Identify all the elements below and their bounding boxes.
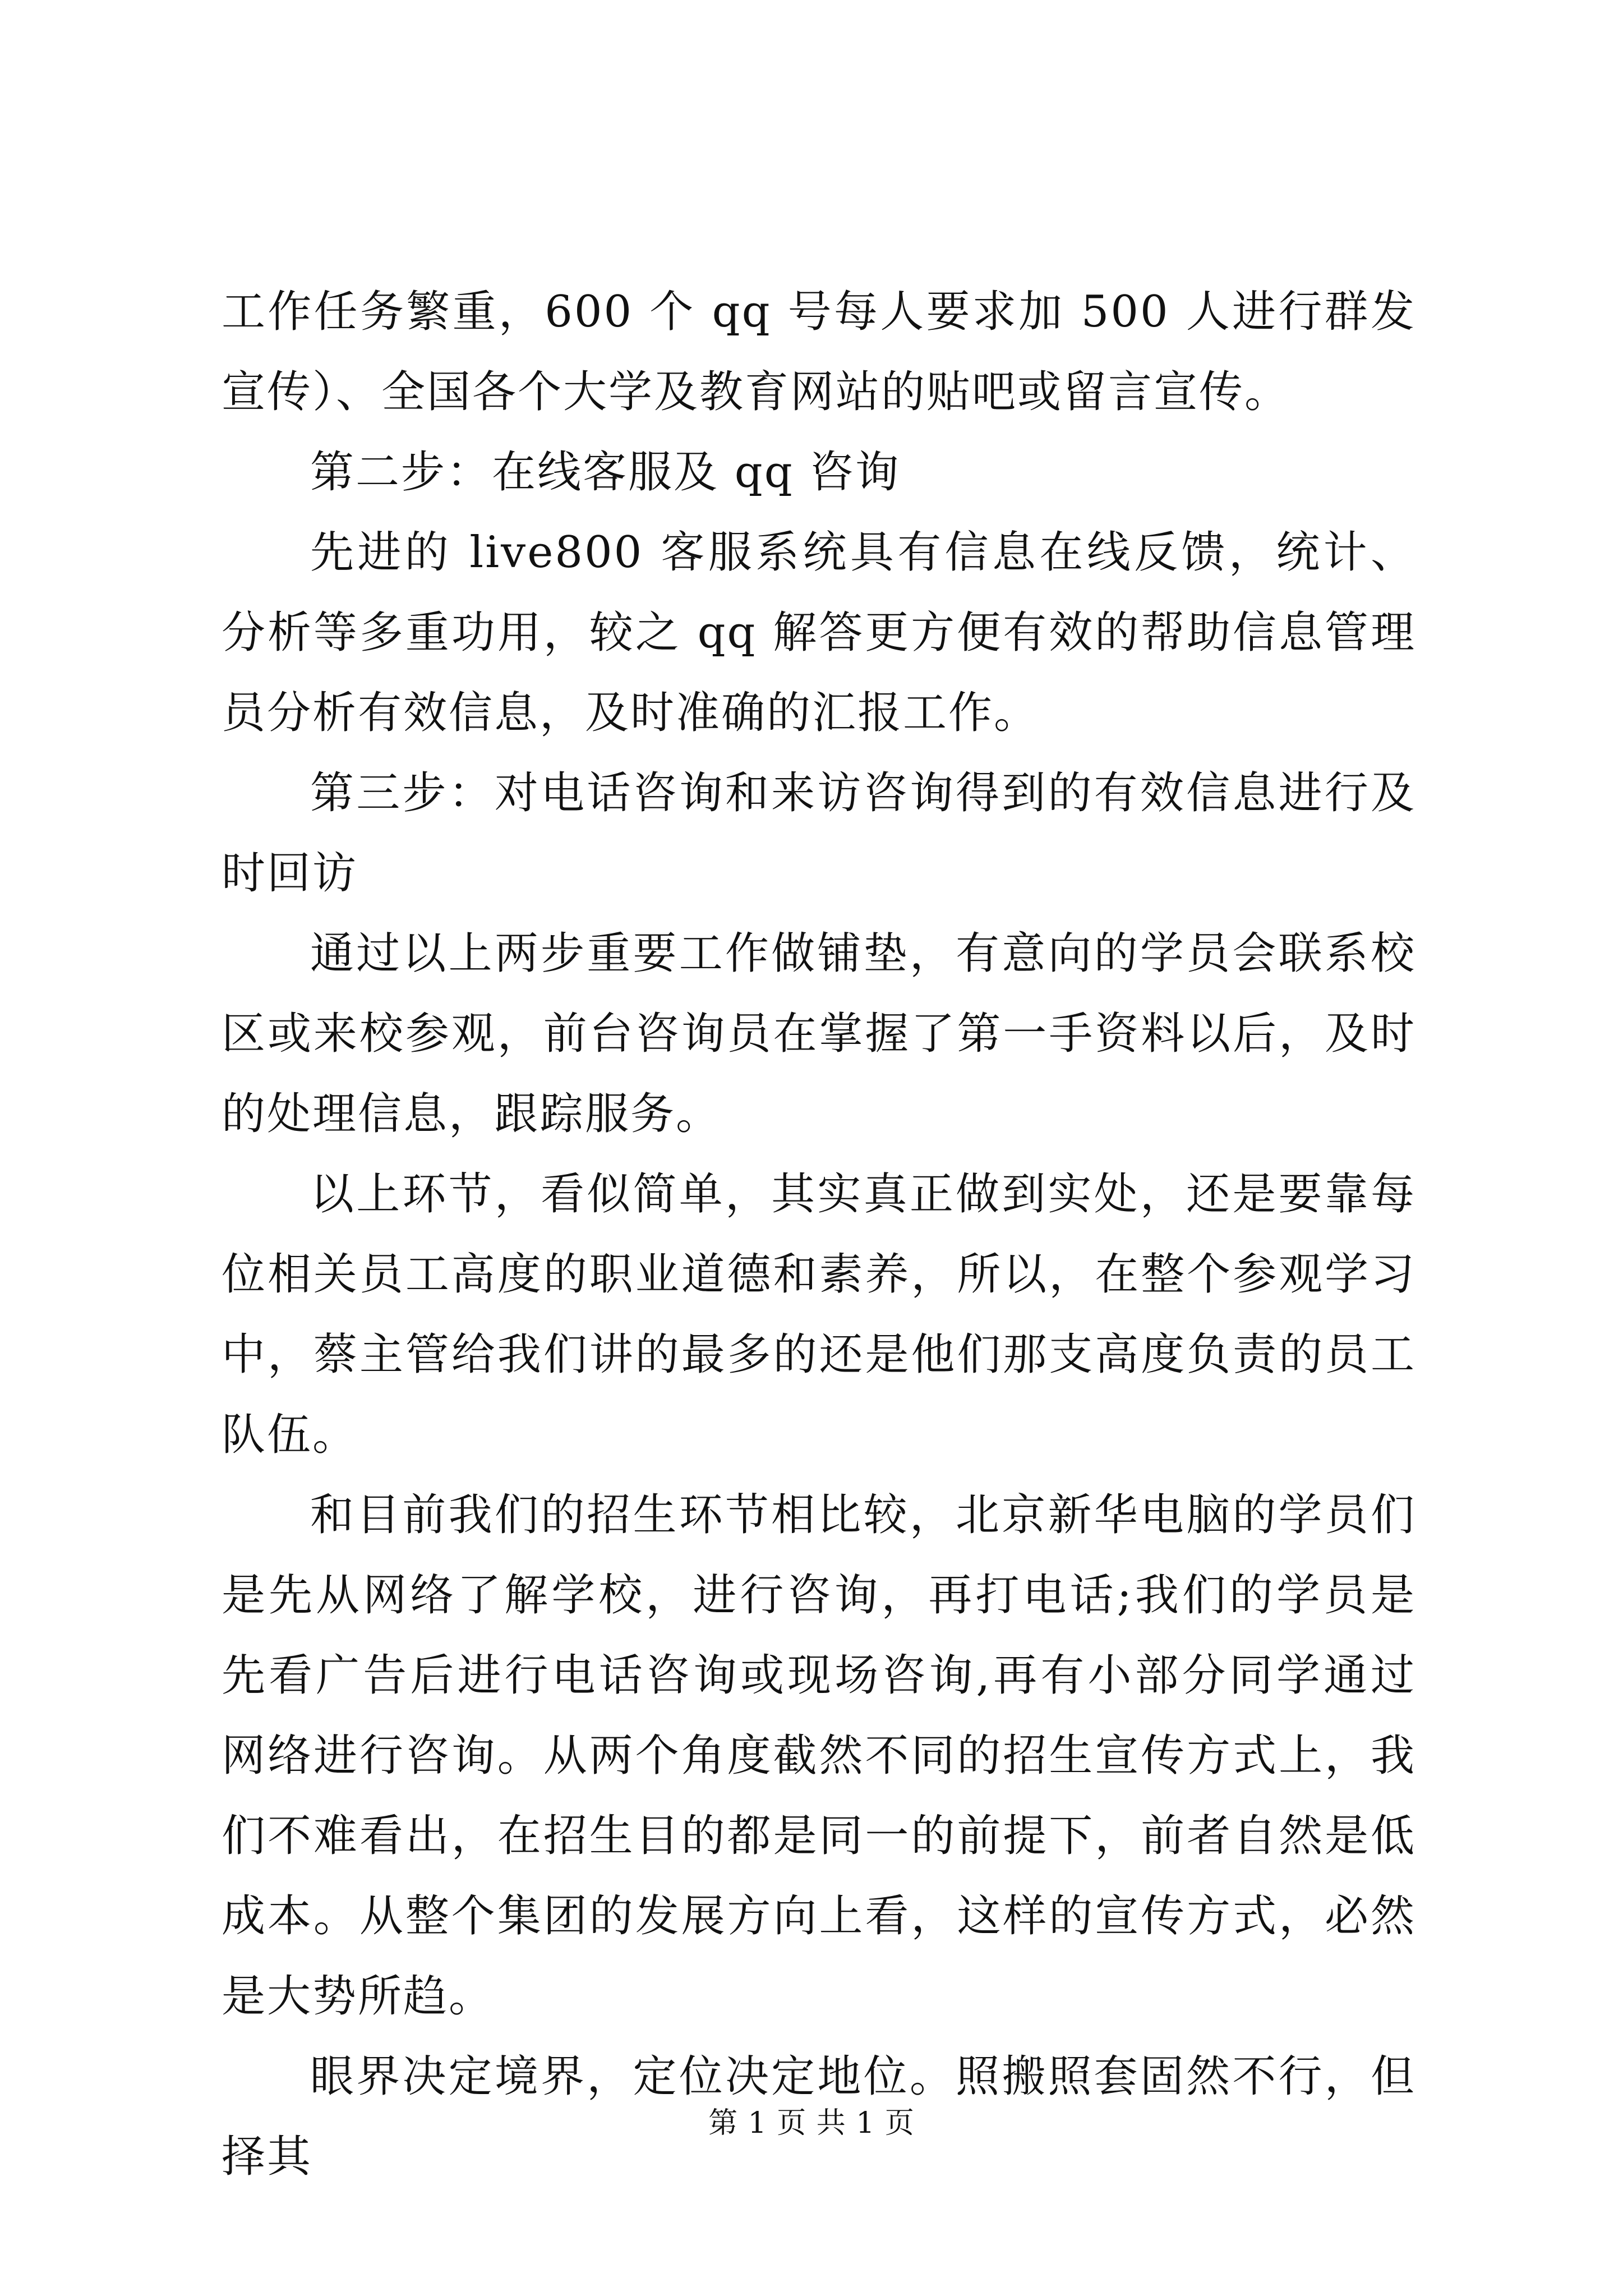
page-number-label: 第 1 页 共 1 页 [708,2106,915,2140]
paragraph-5: 通过以上两步重要工作做铺垫，有意向的学员会联系校区或来校参观，前台咨询员在掌握了第一手资料以后，及时的处理信息，跟踪服务。 [222,928,1416,1139]
paragraph-6: 以上环节，看似简单，其实真正做到实处，还是要靠每位相关员工高度的职业道德和素养，所以，在整个参观学习中，蔡主管给我们讲的最多的还是他们那支高度负责的员工队伍。 [222,1169,1416,1460]
paragraph-1: 工作任务繁重，600 个 qq 号每人要求加 500 人进行群发宣传）、全国各个大学及教育网站的贴吧或留言宣传。 [222,287,1416,417]
document-body [222,272,1416,2197]
paragraph-4: 第三步：对电话咨询和来访咨询得到的有效信息进行及时回访 [222,768,1416,899]
page-footer [0,2101,1623,2146]
paragraph-2: 第二步：在线客服及 qq 咨询 [310,447,901,498]
paragraph-8: 眼界决定境界，定位决定地位。照搬照套固然不行，但择其 [222,2051,1416,2182]
paragraph-7: 和目前我们的招生环节相比较，北京新华电脑的学员们是先从网络了解学校，进行咨询，再打电话;我们的学员是先看广告后进行电话咨询或现场咨询,再有小部分同学通过网络进行咨询。从两个角度截然不同的招生宣传方式上，我们不难看出，在招生目的都是同一的前提下，前者自然是低成本。从整个集团的发展方向上看，这样的宣传方式，必然是大势所趋。 [222,1490,1416,2022]
paragraph-3: 先进的 live800 客服系统具有信息在线反馈，统计、分析等多重功用，较之 qq 解答更方便有效的帮助信息管理员分析有效信息，及时准确的汇报工作。 [222,527,1416,738]
